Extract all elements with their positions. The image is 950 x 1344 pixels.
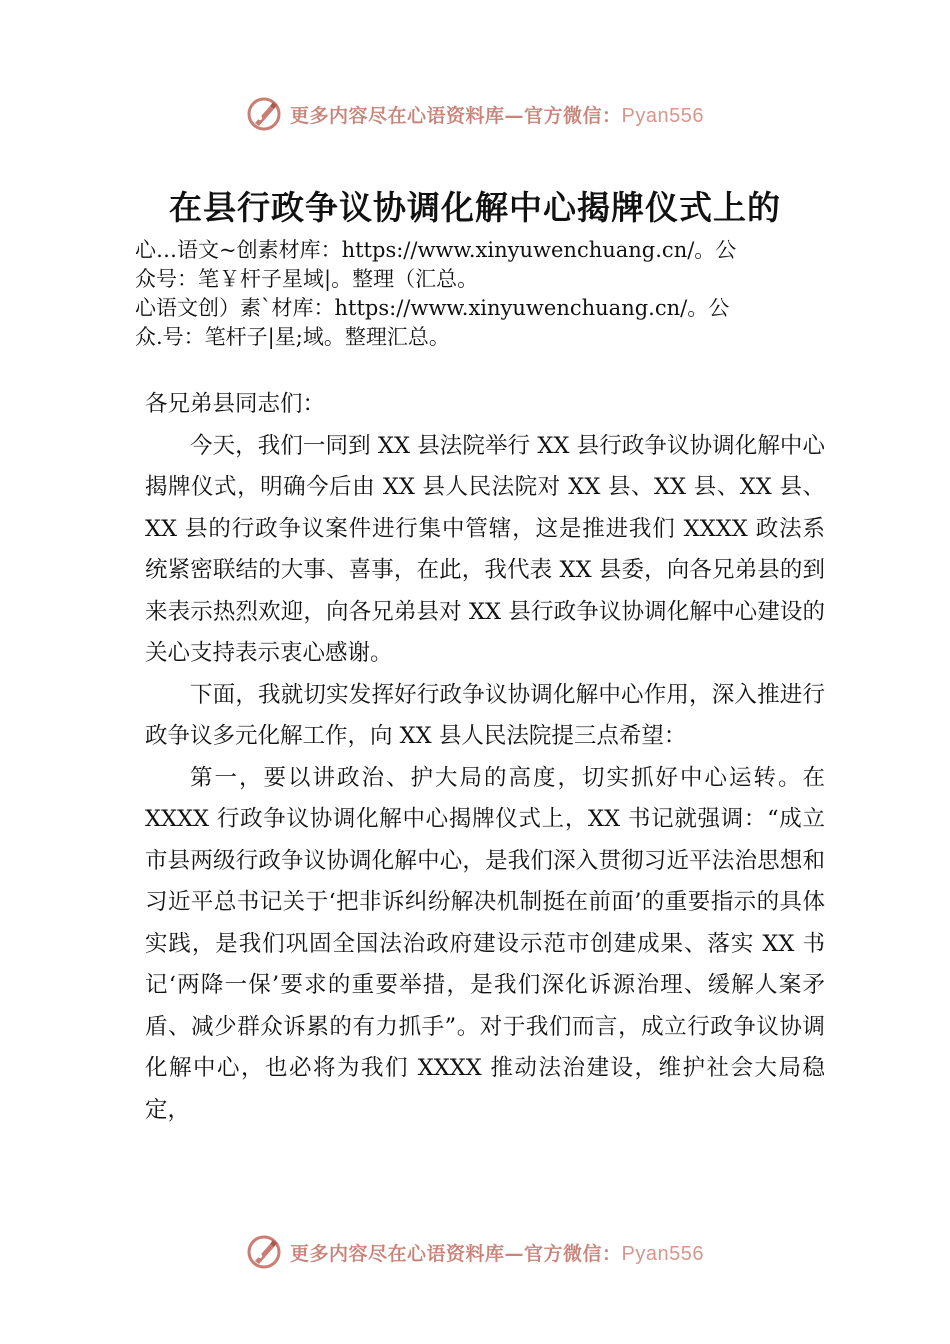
pen-logo-icon xyxy=(246,1234,282,1270)
body-paragraph: 下面，我就切实发挥好行政争议协调化解中心作用，深入推进行政争议多元化解工作，向 XX 县人民法院提三点希望： xyxy=(145,681,825,749)
banner-text xyxy=(290,1239,704,1266)
banner-wechat-id: Pyan556 xyxy=(621,1242,704,1265)
watermark-line: 心…语文~创素材库：https://www.xinyuwenchuang.cn/。公 xyxy=(135,238,737,262)
pen-logo-icon xyxy=(246,96,282,132)
banner-library-text: 更多内容尽在心语资料库 xyxy=(290,104,505,127)
watermark-block-1 xyxy=(135,236,825,294)
footer-watermark-banner xyxy=(0,1230,950,1274)
watermark-line: 心语文创）素`材库：https://www.xinyuwenchuang.cn/。公 xyxy=(135,296,730,320)
watermark-line: 众.号：笔杆子|星;域。整理汇总。 xyxy=(135,325,450,349)
watermark-line: 众号：笔￥杆子星域|。整理（汇总。 xyxy=(135,267,479,291)
speech-body xyxy=(145,384,825,1131)
watermark-block-2 xyxy=(135,294,825,352)
document-title: 在县行政争议协调化解中心揭牌仪式上的 xyxy=(169,188,781,227)
body-paragraph: 今天，我们一同到 XX 县法院举行 XX 县行政争议协调化解中心揭牌仪式，明确今后由 XX 县人民法院对 XX 县、XX 县、XX 县、XX 县的行政争议案件进行集中管辖，这是推进我们 XXXX 政法系统紧密联结的大事、喜事，在此，我代表 XX 县委，向各兄弟县的到来表示热烈欢迎，向各兄弟县对 XX 县行政争议协调化解中心建设的关心支持表示衷心感谢。 xyxy=(145,432,825,666)
banner-wechat-label: 官方微信： xyxy=(524,1242,622,1265)
banner-dash: — xyxy=(504,1242,525,1265)
banner-dash: — xyxy=(504,104,525,127)
banner-wechat-id: Pyan556 xyxy=(621,104,704,127)
salutation: 各兄弟县同志们： xyxy=(145,391,326,417)
banner-library-text: 更多内容尽在心语资料库 xyxy=(290,1242,505,1265)
banner-wechat-label: 官方微信： xyxy=(524,104,622,127)
banner-text xyxy=(290,101,704,128)
body-paragraph: 第一，要以讲政治、护大局的高度，切实抓好中心运转。在 XXXX 行政争议协调化解中心揭牌仪式上，XX 书记就强调：“成立市县两级行政争议协调化解中心，是我们深入贯彻习近平法治思想和习近平总书记关于‘把非诉纠纷解决机制挺在前面’的重要指示的具体实践，是我们巩固全国法治政府建设示范市创建成果、落实 XX 书记‘两降一保’要求的重要举措，是我们深化诉源治理、缓解人案矛盾、减少群众诉累的有力抓手”。对于我们而言，成立行政争议协调化解中心，也必将为我们 XXXX 推动法治建设，维护社会大局稳定， xyxy=(145,764,825,1123)
header-watermark-banner xyxy=(0,92,950,136)
